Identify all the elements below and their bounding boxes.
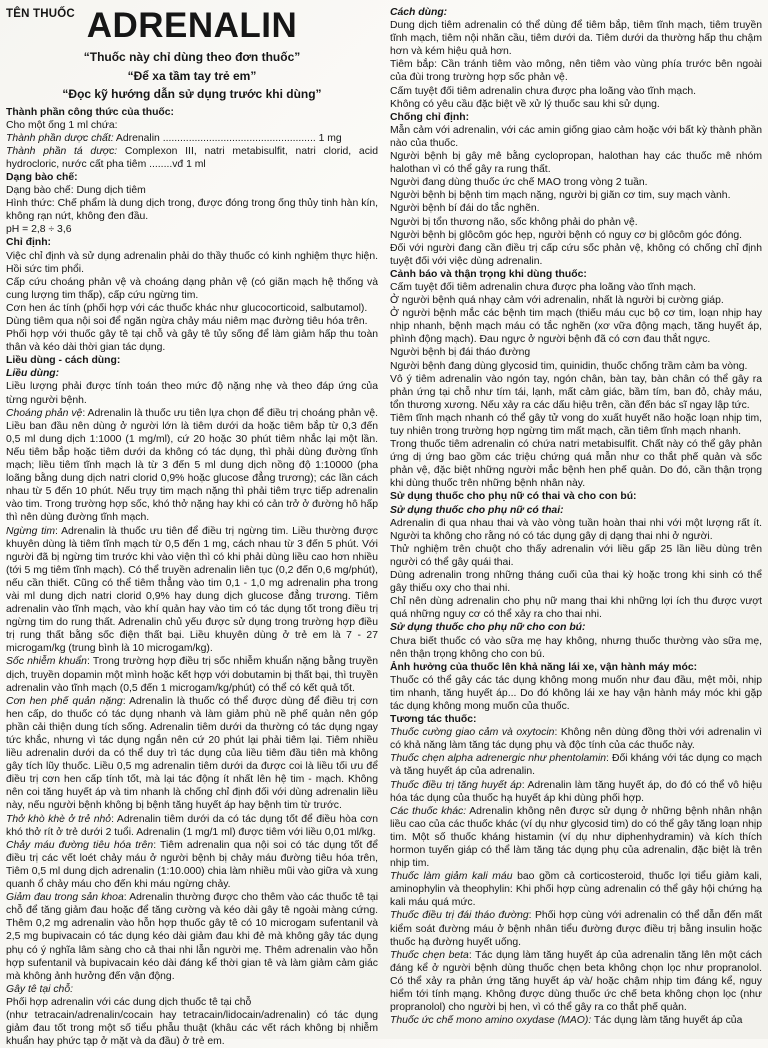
paragraph: Tiêm bắp: Cần tránh tiêm vào mông, nên tiêm vào vùng phía trước bên ngoài của đùi trong trường hợp sốc phản vệ. [390, 59, 762, 84]
paragraph: Người bệnh bị bệnh tim mạch nặng, người bị giãn cơ tim, suy mạch vành. [390, 190, 731, 202]
term-paragraph [390, 726, 762, 752]
paragraph: Người đang dùng thuốc ức chế MAO trong vòng 2 tuần. [390, 177, 648, 189]
paragraph: Phối hợp với thuốc gây tê tại chỗ và gây tê tủy sống để làm giảm hấp thu toàn thân và kéo dài thời gian tác dụng. [6, 329, 378, 354]
term-body: : Đối kháng với tác dụng co mạch và tăng huyết áp của adrenalin. [390, 753, 762, 778]
term-paragraph [390, 805, 762, 870]
paragraph: (như tetracain/adrenalin/cocain hay tetracain/lidocain/adrenalin) có tác dụng giảm đau tốt trong một số tiểu phẫu thuật (khâu các vết rách không bị nhiễm khuẩn hay phức tạp ở mặt và da đầu) ở trẻ em. [6, 1009, 378, 1048]
term-lead: Thuốc chẹn beta [390, 949, 469, 961]
term-lead: Thuốc cường giao cảm và oxytocin [390, 727, 555, 739]
section-heading: Dạng bào chế: [6, 171, 78, 183]
term-paragraph [390, 909, 762, 948]
term-body: : Không nên dùng đồng thời với adrenalin vì có khả năng làm tăng tác dụng phụ và độc tính của các thuốc này. [390, 727, 762, 752]
term-lead: Thuốc làm giảm kali máu [390, 871, 513, 883]
term-lead: Chảy máu đường tiêu hóa trên [6, 839, 154, 851]
term-lead: Choáng phản vệ [6, 407, 83, 419]
term-body: Adrenalin ..................................................... 1 mg [113, 132, 342, 144]
paragraph: Tiêm tĩnh mạch nhanh có thể gây tử vong do xuất huyết não hoặc loạn nhịp tim, tuy nhiên trong trường hợp ngừng tim mất mạch, cần tiêm tĩnh mạch nhanh. [390, 412, 762, 437]
term-lead: Thành phần dược chất: [6, 132, 114, 144]
term-paragraph [6, 132, 378, 145]
term-lead: Ngừng tim [6, 525, 56, 537]
paragraph: Hình thức: Chế phẩm là dung dịch trong, được đóng trong ống thủy tinh hàn kín, không rạn nứt, không đen đầu. [6, 198, 378, 223]
keep-away-children-quote: “Để xa tầm tay trẻ em” [127, 68, 257, 83]
paragraph: Trong thuốc tiêm adrenalin có chứa natri metabisulfit. Chất này có thể gây phản ứng dị ứng bao gồm các triệu chứng quá mẫn như co thắt phế quản và sốc phản vệ, đặc biệt những người mắc bệnh hen phế quản. Do đó, cần thận trọng khi dùng thuốc trên những bệnh nhân này. [390, 439, 762, 490]
paragraph: Ở người bệnh quá nhạy cảm với adrenalin, nhất là người bị cường giáp. [390, 295, 724, 307]
section-heading: Ảnh hưởng của thuốc lên khả năng lái xe, vận hành máy móc: [390, 661, 698, 673]
term-body: Adrenalin không nên được sử dụng ở những bệnh nhân nhận liều cao của các thuốc khác (ví dụ như glycosid tim) do có thể gây tăng loạn nhịp tim. Một số thuốc kháng histamin (ví dụ như diphenhydramin) và kích thích hormon tuyến giáp có thể làm tăng tác dụng phụ của adrenalin, đặc biệt là trên nhịp tim. [390, 805, 762, 870]
term-paragraph [6, 525, 378, 656]
term-body: Complexon III, natri metabisulfit, natri clorid, acid hydrocloric, nước cất pha tiêm ........vđ 1 ml [6, 145, 378, 170]
term-lead: Thành phần tá dược: [6, 145, 118, 157]
right-column [390, 6, 762, 1039]
section-heading: Cảnh báo và thận trọng khi dùng thuốc: [390, 268, 587, 280]
section-heading: Chỉ định: [6, 237, 52, 249]
paragraph: Adrenalin đi qua nhau thai và vào vòng tuần hoàn thai nhi với một lượng rất ít. Người ta không cho rằng nó có tác dụng gây dị dạng thai nhi ở người. [390, 517, 762, 542]
term-body: : Adrenalin là thuốc ưu tiên để điều trị ngừng tim. Liều thường được khuyên dùng là tiêm tĩnh mạch từ 0,5 đến 1 mg, cách nhau từ 3 đến 5 phút. Với người đã bị ngừng tim trước khi vào viện thì có khi phải dùng liều cao hơn nhiều (tới 5 mg tiêm tĩnh mạch). Có thể truyền adrenalin liên tục (0,2 đến 0,6 mg/phút), nếu cần thiết. Cũng có thể tiêm thẳng vào tim 0,1 - 1,0 mg adrenalin pha trong vài ml dung dịch natri clorid 0,9% hay dung dịch glucose đẳng trương. Tiêm adrenalin vào tĩnh mạch, vào khí quản hay vào tim có tác dụng tốt trong điều trị ngừng tim do rung thất. Adrenalin chủ yếu được sử dụng trong trường hợp điều trị rung thất bằng sốc điện thất bại. Liều khuyên dùng ở trẻ em là 7 - 27 microgam/kg (trung bình là 10 microgam/kg). [6, 525, 378, 655]
paragraph: Cấp cứu choáng phản vệ và choáng dạng phản vệ (có giãn mạch hệ thống và cung lượng tim thấp), cấp cứu ngừng tim. [6, 276, 378, 301]
term-paragraph [6, 839, 378, 891]
paragraph: Chỉ nên dùng adrenalin cho phụ nữ mang thai khi những lợi ích thu được vượt quá những nguy cơ có thể xảy ra cho thai nhi. [390, 596, 762, 621]
term-lead: Thuốc điều trị tăng huyết áp [390, 779, 522, 791]
subsection-heading: Liều dùng: [6, 368, 60, 380]
term-body: : Adrenalin tiêm dưới da có tác dụng tốt để điều hòa cơn khó thở rít ở trẻ dưới 2 tuổi. Adrenalin (1 mg/1 ml) được tiêm với liều 0,01 ml/kg. [6, 813, 379, 838]
paragraph: Phối hợp adrenalin với các dung dịch thuốc tê tại chỗ [6, 996, 252, 1008]
paragraph: Dùng tiêm qua nội soi để ngăn ngừa chảy máu niêm mạc đường tiêu hóa trên. [6, 316, 368, 327]
paragraph: Người bệnh bí đái do tắc nghẽn. [390, 203, 540, 215]
paragraph: Người bệnh đang dùng glycosid tim, quinidin, thuốc chống trầm cảm ba vòng. [390, 360, 748, 372]
term-paragraph [390, 779, 762, 805]
term-lead: Cơn hen phế quản nặng [6, 695, 123, 707]
term-paragraph [6, 891, 378, 983]
prescription-only-quote: “Thuốc này chỉ dùng theo đơn thuốc” [83, 50, 301, 64]
paragraph: Vô ý tiêm adrenalin vào ngón tay, ngón chân, bàn tay, bàn chân có thể gây ra phản ứng tại chỗ như tím tái, lạnh, mất cảm giác, bầm tím, ban đỏ, chảy máu, tổn thương xương. Nếu xảy ra các dấu hiệu trên, cần đến bác sĩ ngay lập tức. [390, 373, 762, 411]
term-paragraph [6, 407, 378, 525]
paragraph: Người bệnh bị glôcôm góc hẹp, người bệnh có nguy cơ bị glôcôm góc đóng. [390, 229, 743, 241]
subsection-heading: Cách dùng: [390, 7, 448, 18]
term-body: : Adrenalin thường được cho thêm vào các thuốc tê tại chỗ để tăng giảm đau hoặc để tăng cường và kéo dài gây tê ngoài màng cứng. Thêm 0,2 mg adrenalin vào hỗn hợp thuốc gây tê có 10 microgam sufentanil và 2,5 mg bupivacain có tác dụng kéo dài giảm đau khi đẻ mà không gây tác dụng phụ có ý nghĩa lâm sàng cho cả thai nhi lẫn người mẹ. Thêm adrenalin vào hỗn hợp sufentanil và bupivacain kéo dài đáng kể thời gian tê và làm giảm cảm giác mà không ảnh hưởng đến vận động. [6, 892, 378, 982]
subsection-heading: Sử dụng thuốc cho phụ nữ cho con bú: [390, 622, 586, 634]
term-lead: Thuốc ức chế mono amino oxydase (MAO): [390, 1015, 592, 1027]
paragraph: Ở người bệnh mắc các bệnh tim mạch (thiếu máu cục bộ cơ tim, loạn nhịp hay nhịp nhanh, bệnh mạch máu có tắc nghẽn (xơ vữa động mạch, tăng huyết áp, phình động mạch). Đau ngực ở người bệnh đã có cơn đau thắt ngực. [390, 308, 762, 346]
paragraph: Người bệnh bị đái tháo đường [390, 347, 531, 359]
paragraph: pH = 2,8 ÷ 3,6 [6, 224, 72, 236]
paragraph: Người bị tổn thương não, sốc không phải do phản vệ. [390, 216, 638, 228]
paragraph: Người bệnh bị gây mê bằng cyclopropan, halothan hay các thuốc mê nhóm halothan vì có thể gây ra rung thất. [390, 151, 762, 176]
paragraph: Cơn hen ác tính (phối hợp với các thuốc khác như glucocorticoid, salbutamol). [6, 302, 368, 314]
section-heading: Liều dùng - cách dùng: [6, 355, 121, 367]
paragraph: Liều lượng phải được tính toán theo mức độ nặng nhẹ và theo đáp ứng của từng người bệnh. [6, 381, 378, 406]
term-lead: Giảm đau trong sản khoa [6, 892, 124, 904]
section-heading: Thành phần công thức của thuốc: [6, 106, 174, 118]
term-body: : Adrenalin là thuốc ưu tiên lựa chọn để điều trị choáng phản vệ. Liều ban đầu nên dùng ở người lớn là tiêm dưới da hoặc tiêm bắp từ 0,3 đến 0,5 ml dung dịch 1:1000 (1 mg/ml), cứ 20 hoặc 30 phút tiêm nhắc lại một lần. Nếu tiêm bắp hoặc tiêm dưới da không có tác dụng, thì phải dùng đường tĩnh mạch; liều tiêm tĩnh mạch là từ 3 đến 5 ml dung dịch nồng độ 1:10000 (pha loãng bằng dung dịch natri clorid 0,9% hoặc glucose đẳng trương); các lần cách nhau từ 5 đến 10 phút. Nếu trụy tim mạch nặng thì phải tiêm trực tiếp adrenalin vào tim. Trong trường hợp sốc, khó thở nặng hay khi có cản trở ở đường hô hấp thì nên dùng đường tĩnh mạch. [6, 407, 378, 524]
term-paragraph [6, 145, 378, 171]
term-paragraph [6, 695, 378, 813]
term-paragraph [390, 752, 762, 778]
term-body: : Adrenalin làm tăng huyết áp, do đó có thể vô hiệu hóa tác dụng của thuốc hạ huyết áp khi dùng phối hợp. [390, 779, 763, 804]
term-body: Tác dụng làm tăng huyết áp của [591, 1015, 743, 1027]
paragraph: Mẫn cảm với adrenalin, với các amin giống giao cảm hoặc với bất kỳ thành phần nào của thuốc. [390, 124, 762, 149]
left-column [6, 6, 379, 1048]
term-body: : Adrenalin là thuốc có thể được dùng để điều trị cơn hen cấp, do thuốc có tác dụng nhanh và làm giảm phù nề phế quản nên góp phần cải thiện dung tích sống. Adrenalin tiêm dưới da thường có tác dụng ngay tức khắc, nhưng vì tác dụng ngắn nên cứ 20 phút lại phải tiêm lại. Tiêm nhiều liều adrenalin dưới da có thể duy trì tác dụng của liều tiêm đầu tiên mà không gây tích lũy thuốc. Liều 0,5 mg adrenalin tiêm dưới da được coi là liều tối ưu để điều trị cơn hen cấp tính tốt, mà lại tác động ít nhất lên hệ tim - mạch. Không nên coi tăng huyết áp và tim nhanh là chống chỉ định đối với dùng adrenalin liều này, nếu người bệnh không bị bệnh tăng huyết áp hay bệnh tim từ trước. [6, 695, 378, 812]
term-paragraph [390, 870, 762, 909]
paragraph: Dùng adrenalin trong những tháng cuối của thai kỳ hoặc trong khi sinh có thể gây thiếu oxy cho thai nhi. [390, 570, 762, 595]
term-body: : Phối hợp cùng với adrenalin có thể dẫn đến mất kiểm soát đường máu ở bệnh nhân tiểu đường được điều trị bằng insulin hoặc thuốc hạ đường huyết uống. [390, 910, 762, 948]
term-lead: Sốc nhiễm khuẩn [6, 656, 87, 668]
drug-name-label: TÊN THUỐC [6, 8, 75, 20]
paragraph: Không có yêu cầu đặc biệt về xử lý thuốc sau khi sử dụng. [390, 98, 660, 110]
term-paragraph [390, 949, 762, 1014]
paragraph: Cấm tuyệt đối tiêm adrenalin chưa được pha loãng vào tĩnh mạch. [390, 85, 697, 97]
paragraph: Việc chỉ định và sử dụng adrenalin phải do thầy thuốc có kinh nghiệm thực hiện. Hồi sức tim phổi. [6, 250, 378, 275]
paragraph: Cho một ống 1 ml chứa: [6, 119, 118, 131]
read-instructions-quote: “Đọc kỹ hướng dẫn sử dụng trước khi dùng” [62, 87, 322, 101]
term-lead: Thở khò khè ở trẻ nhỏ [6, 813, 112, 825]
term-body: : Trong trường hợp điều trị sốc nhiễm khuẩn nặng bằng truyền dịch, truyền dopamin một mình hoặc kết hợp với dobutamin bị thất bại, thì truyền adrenalin vào tĩnh mạch (0,5 đến 1 microgam/kg/phút) có thể có kết quả tốt. [6, 656, 378, 694]
term-lead: Thuốc chẹn alpha adrenergic như phentolamin [390, 753, 607, 765]
term-paragraph [390, 1014, 762, 1027]
paragraph: Chưa biết thuốc có vào sữa mẹ hay không, nhưng thuốc thường vào sữa mẹ, nên thận trọng không cho con bú. [390, 635, 762, 660]
term-paragraph [6, 813, 378, 839]
document-header [6, 6, 378, 104]
term-lead: Thuốc điều trị đái tháo đường [390, 910, 529, 922]
paragraph: Cấm tuyệt đối tiêm adrenalin chưa được pha loãng vào tĩnh mạch. [390, 281, 697, 293]
section-heading: Tương tác thuốc: [390, 714, 477, 726]
section-heading: Sử dụng thuốc cho phụ nữ có thai và cho con bú: [390, 491, 637, 503]
term-lead: Các thuốc khác: [390, 805, 467, 817]
subsection-heading: Gây tê tại chỗ: [6, 983, 73, 995]
term-body: bao gồm cả corticosteroid, thuốc lợi tiểu giảm kali, aminophylin và theophylin: Khi phối hợp cùng adrenalin có thể gây hội chứng hạ kali máu quá mức. [390, 871, 762, 909]
drug-title: ADRENALIN [86, 6, 298, 45]
paragraph: Dung dịch tiêm adrenalin có thể dùng để tiêm bắp, tiêm tĩnh mạch, tiêm truyền tĩnh mạch, tiêm nội nhãn cầu, tiêm dưới da. Tiêm dưới da thường hấp thu chậm hơn và kém hiệu quả hơn. [390, 20, 762, 58]
paragraph: Dạng bào chế: Dung dịch tiêm [6, 185, 146, 197]
paragraph: Thử nghiệm trên chuột cho thấy adrenalin với liều gấp 25 lần liều dùng trên người có thể gây quái thai. [390, 543, 762, 568]
subsection-heading: Sử dụng thuốc cho phụ nữ có thai: [390, 504, 564, 516]
paragraph: Thuốc có thể gây các tác dụng không mong muốn như đau đầu, mệt mỏi, nhịp tim nhanh, tăng huyết áp... Do đó không lái xe hay vận hành máy móc khi gặp tác dụng không mong muốn của thuốc. [390, 674, 762, 712]
term-body: : Tác dụng làm tăng huyết áp của adrenalin tăng lên một cách đáng kể ở người bệnh dùng thuốc chẹn beta không chọn lọc như propranolol. Có thể xảy ra phản ứng tăng huyết áp và/ hoặc chậm nhịp tim đáng kể, nguy hiểm tới tính mạng. Không được dùng thuốc ức chế beta không chọn lọc (như propranolol) cho người bị hen, vì có thể gây ra co thắt phế quản. [390, 949, 762, 1014]
term-paragraph [6, 655, 378, 694]
term-body: : Tiêm adrenalin qua nội soi có tác dụng tốt để điều trị các vết loét chảy máu ở người bệnh bị chảy máu đường tiêu hóa trên, Tiêm 0,5 ml dung dịch adrenalin (1:10.000) chia làm nhiều mũi vào giữa và xung quanh ổ chảy máu cho đến khi máu ngừng chảy. [6, 839, 378, 891]
section-heading: Chống chỉ định: [390, 111, 470, 123]
paragraph: Đối với người đang cần điều trị cấp cứu sốc phản vệ, không có chống chỉ định tuyệt đối với việc dùng adrenalin. [390, 242, 762, 267]
